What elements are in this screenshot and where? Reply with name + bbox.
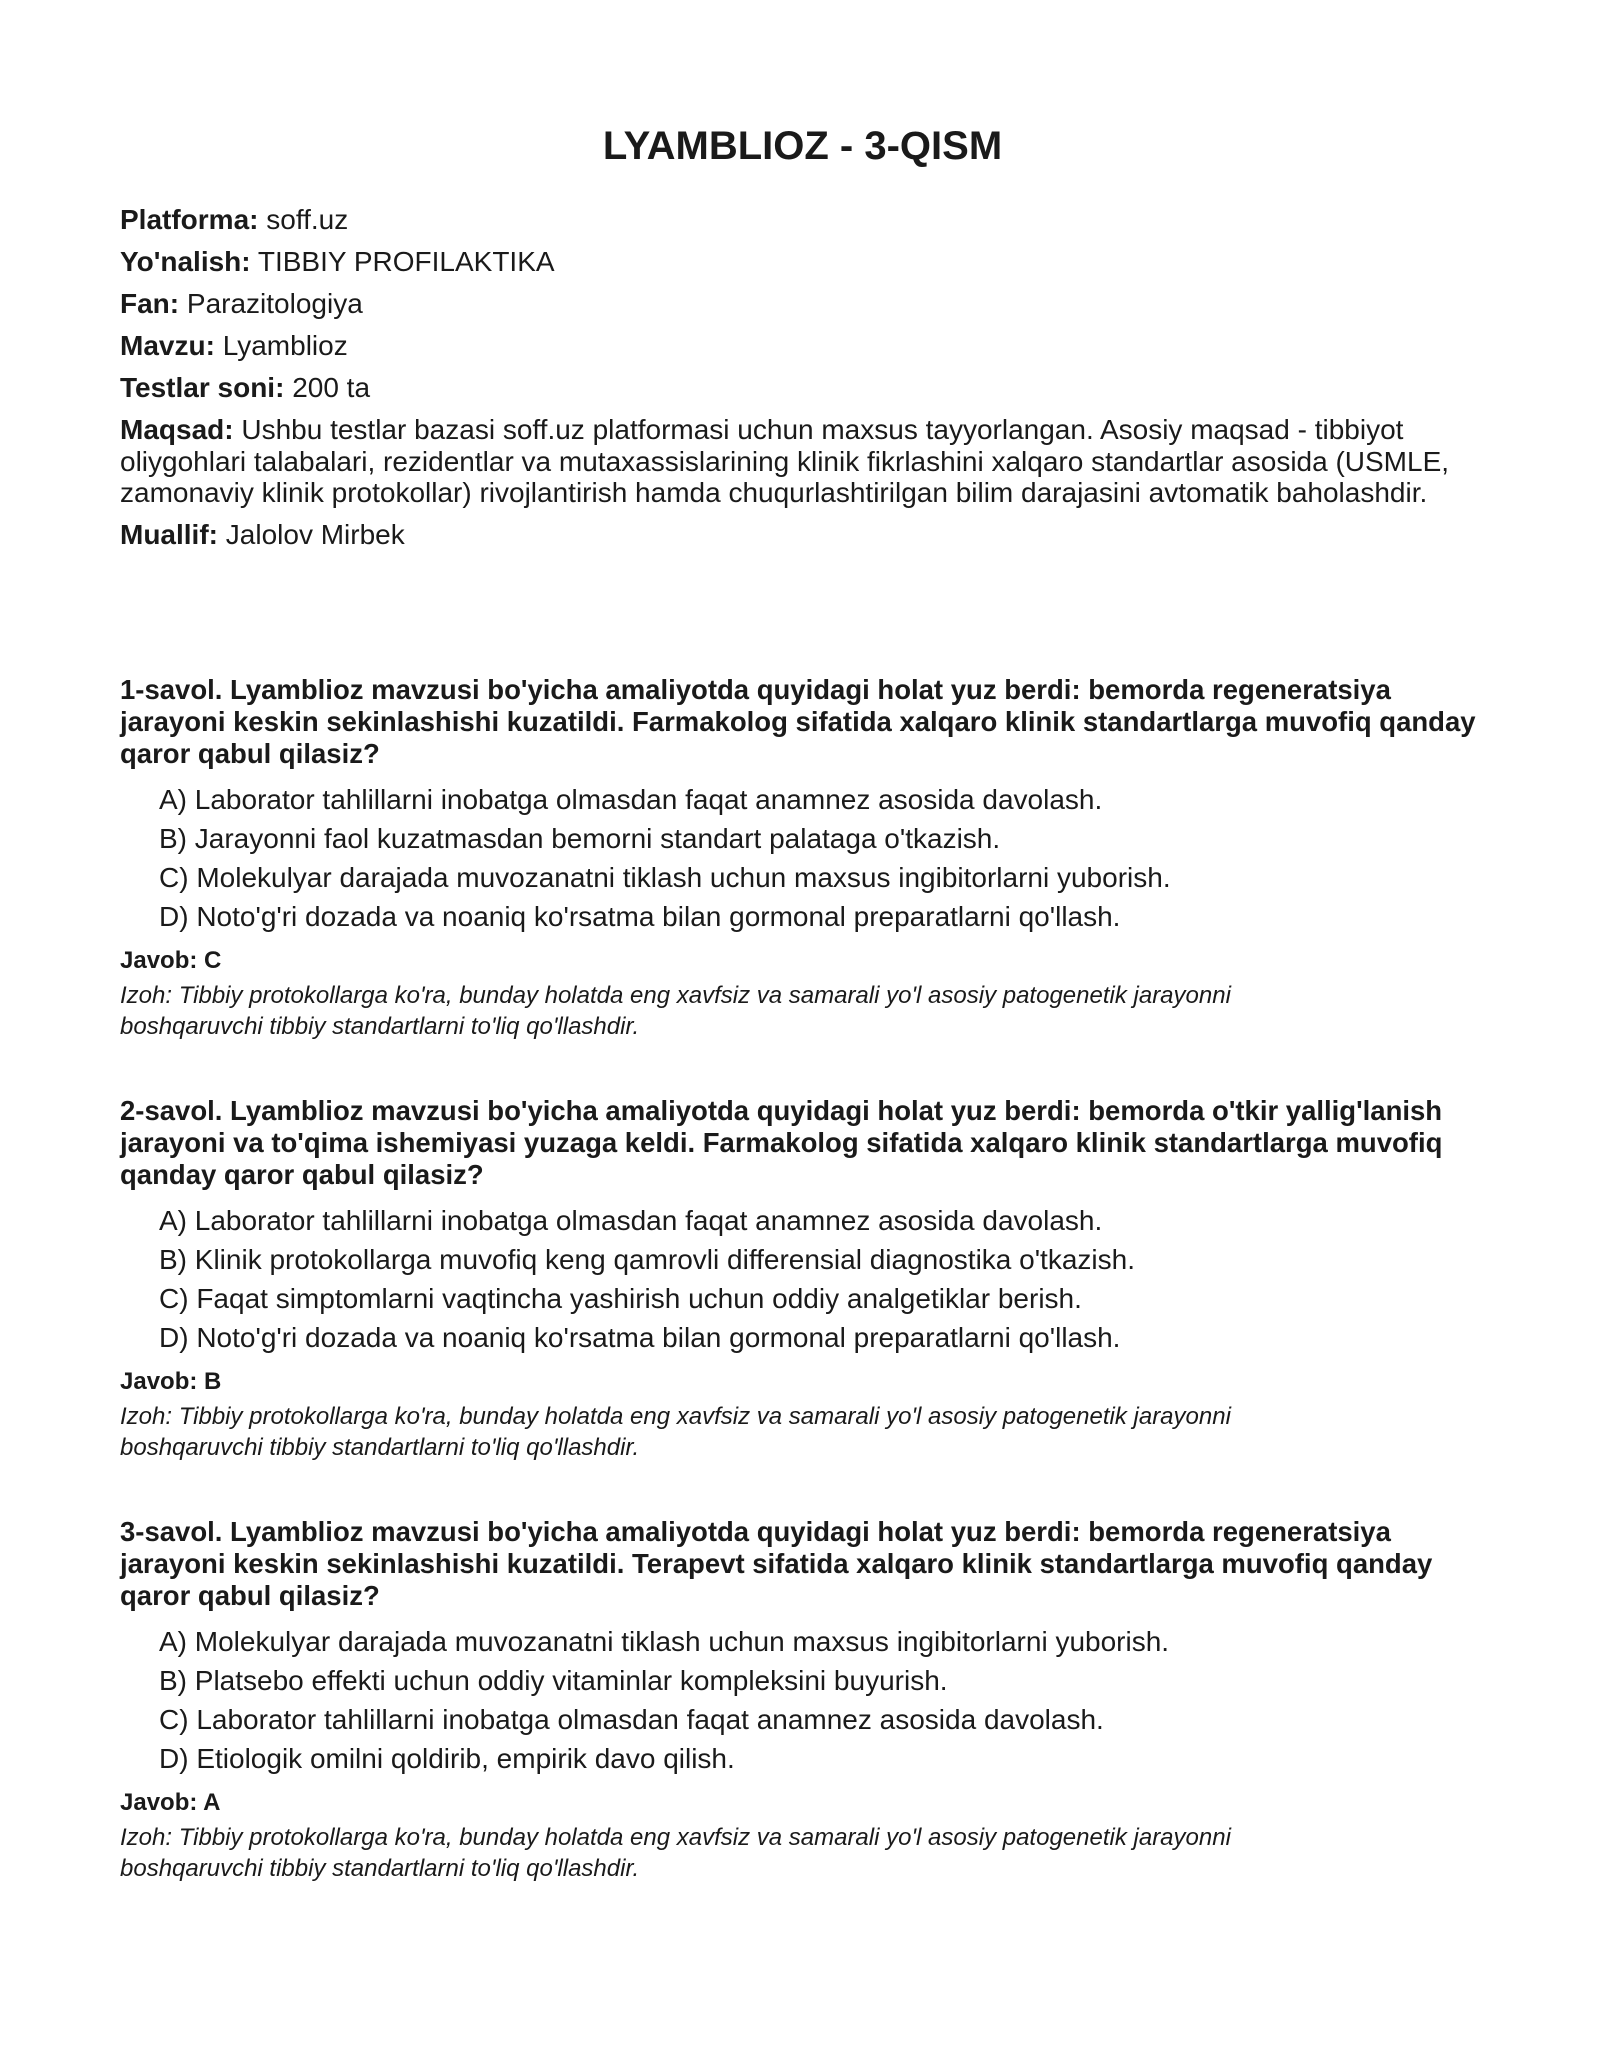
answer-options [120, 1201, 1485, 1357]
question-item [120, 1095, 1485, 1463]
meta-goal-value: Ushbu testlar bazasi soff.uz platformasi uchun maxsus tayyorlangan. Asosiy maqsad - tibbiyot oliygohlari talabalari, rezidentlar va mutaxassislarining klinik fikrlashini xalqaro standartlar asosida (USMLE, zamonaviy klinik protokollar) rivojlantirish hamda chuqurlashtirilgan bilim darajasini avtomatik baholashdir. [120, 414, 1450, 508]
answer-options [120, 780, 1485, 936]
meta-author-value: Jalolov Mirbek [225, 518, 405, 550]
correct-answer: Javob: B [120, 1368, 222, 1395]
document-metadata [120, 204, 1460, 561]
answer-option: C) Laborator tahlillarni inobatga olmasdan faqat anamnez asosida davolash. [159, 1704, 1104, 1735]
answer-option: A) Laborator tahlillarni inobatga olmasdan faqat anamnez asosida davolash. [159, 1205, 1103, 1236]
meta-test-count [120, 372, 1460, 404]
meta-topic-label: Mavzu: [120, 330, 215, 361]
correct-answer: Javob: A [120, 1789, 221, 1816]
question-item [120, 674, 1485, 1042]
meta-platform-label: Platforma: [120, 204, 259, 235]
document-title: LYAMBLIOZ - 3-QISM [602, 124, 1003, 168]
meta-subject [120, 288, 1460, 320]
meta-topic [120, 330, 1460, 362]
meta-platform-value: soff.uz [266, 204, 349, 235]
answer-option: B) Jarayonni faol kuzatmasdan bemorni standart palataga o'tkazish. [159, 823, 1001, 854]
answer-option: A) Laborator tahlillarni inobatga olmasdan faqat anamnez asosida davolash. [159, 784, 1103, 815]
answer-options [120, 1622, 1485, 1778]
meta-subject-label: Fan: [120, 288, 180, 319]
meta-author [120, 519, 1460, 551]
meta-direction-label: Yo'nalish: [120, 246, 251, 277]
meta-test-count-label: Testlar soni: [120, 372, 285, 403]
question-text: 1-savol. Lyamblioz mavzusi bo'yicha amaliyotda quyidagi holat yuz berdi: bemorda regeneratsiya jarayoni keskin sekinlashishi kuzatildi. Farmakolog sifatida xalqaro klinik standartlarga muvofiq qanday qaror qabul qilasiz? [120, 674, 1476, 769]
meta-topic-value: Lyamblioz [222, 330, 348, 361]
answer-explanation: Izoh: Tibbiy protokollarga ko'ra, bunday holatda eng xavfsiz va samarali yo'l asosiy patogenetik jarayonni boshqaruvchi tibbiy standartlarni to'liq qo'llashdir. [120, 1403, 1231, 1461]
meta-goal [120, 414, 1460, 509]
meta-test-count-value: 200 ta [292, 372, 371, 403]
answer-option: C) Faqat simptomlarni vaqtincha yashirish uchun oddiy analgetiklar berish. [159, 1283, 1082, 1314]
meta-platform [120, 204, 1460, 236]
answer-option: C) Molekulyar darajada muvozanatni tiklash uchun maxsus ingibitorlarni yuborish. [159, 862, 1171, 893]
answer-option: B) Platsebo effekti uchun oddiy vitaminlar kompleksini buyurish. [159, 1665, 948, 1696]
question-text: 2-savol. Lyamblioz mavzusi bo'yicha amaliyotda quyidagi holat yuz berdi: bemorda o'tkir yallig'lanish jarayoni va to'qima ishemiyasi yuzaga keldi. Farmakolog sifatida xalqaro klinik standartlarga muvofiq qanday qaror qabul qilasiz? [120, 1095, 1443, 1190]
meta-subject-value: Parazitologiya [186, 288, 363, 319]
answer-option: B) Klinik protokollarga muvofiq keng qamrovli differensial diagnostika o'tkazish. [159, 1244, 1135, 1275]
answer-option: D) Noto'g'ri dozada va noaniq ko'rsatma bilan gormonal preparatlarni qo'llash. [159, 901, 1121, 932]
answer-option: D) Etiologik omilni qoldirib, empirik davo qilish. [159, 1743, 735, 1774]
question-list [120, 674, 1485, 1937]
answer-explanation: Izoh: Tibbiy protokollarga ko'ra, bunday holatda eng xavfsiz va samarali yo'l asosiy patogenetik jarayonni boshqaruvchi tibbiy standartlarni to'liq qo'llashdir. [120, 982, 1231, 1040]
answer-option: A) Molekulyar darajada muvozanatni tiklash uchun maxsus ingibitorlarni yuborish. [159, 1626, 1170, 1657]
question-text: 3-savol. Lyamblioz mavzusi bo'yicha amaliyotda quyidagi holat yuz berdi: bemorda regeneratsiya jarayoni keskin sekinlashishi kuzatildi. Terapevt sifatida xalqaro klinik standartlarga muvofiq qanday qaror qabul qilasiz? [120, 1516, 1433, 1611]
correct-answer: Javob: C [120, 947, 222, 974]
meta-direction-value: TIBBIY PROFILAKTIKA [257, 246, 555, 277]
answer-explanation: Izoh: Tibbiy protokollarga ko'ra, bunday holatda eng xavfsiz va samarali yo'l asosiy patogenetik jarayonni boshqaruvchi tibbiy standartlarni to'liq qo'llashdir. [120, 1824, 1231, 1882]
answer-option: D) Noto'g'ri dozada va noaniq ko'rsatma bilan gormonal preparatlarni qo'llash. [159, 1322, 1121, 1353]
meta-direction [120, 246, 1460, 278]
question-item [120, 1516, 1485, 1884]
meta-author-label: Muallif: [120, 518, 218, 550]
meta-goal-label: Maqsad: [120, 414, 234, 445]
